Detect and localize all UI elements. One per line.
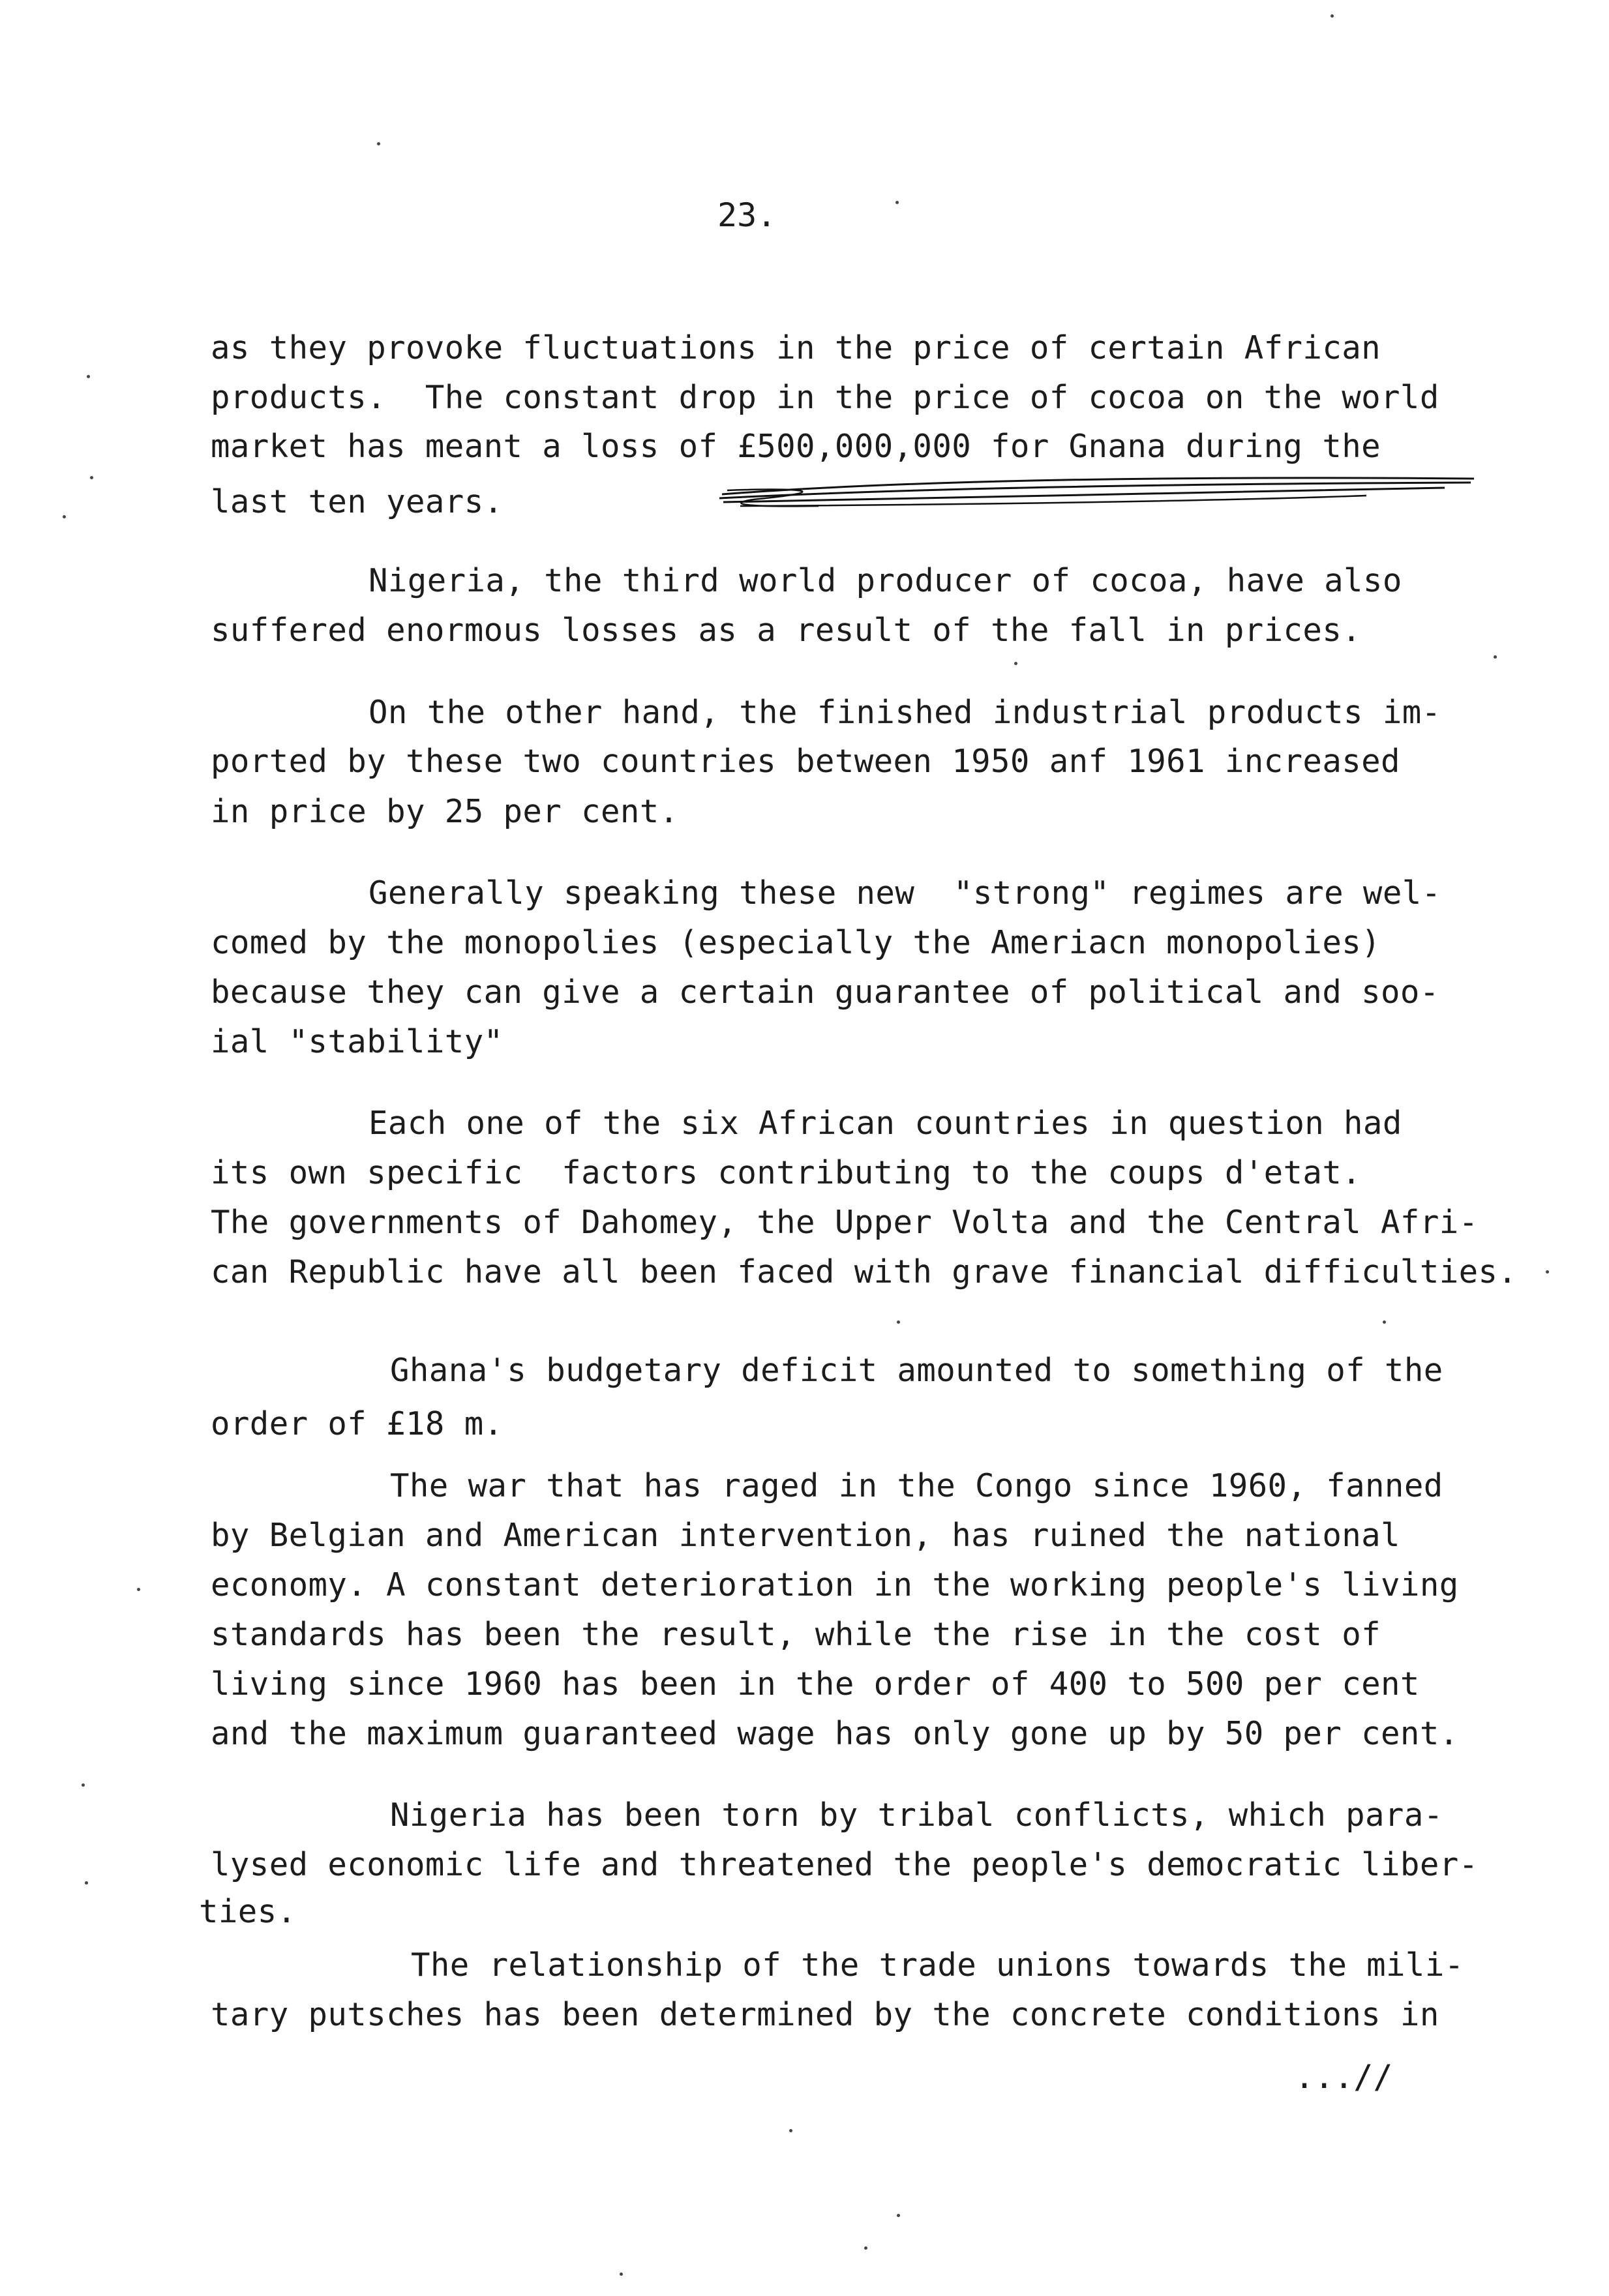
- text-line: order of £18 m.: [211, 1405, 504, 1442]
- text-line: Ghana's budgetary deficit amounted to something of the: [390, 1352, 1443, 1389]
- scan-speck: [895, 201, 899, 204]
- scan-speck: [82, 1783, 85, 1787]
- scan-speck: [897, 1320, 900, 1324]
- text-line: The war that has raged in the Congo since 1960, fanned: [390, 1467, 1443, 1504]
- scan-speck: [1546, 1270, 1549, 1274]
- text-line: by Belgian and American intervention, has ruined the national: [211, 1517, 1400, 1554]
- text-line: Nigeria has been torn by tribal conflicts, which para-: [390, 1797, 1443, 1834]
- scan-speck: [85, 1881, 88, 1885]
- scan-speck: [377, 142, 380, 145]
- scan-speck: [1494, 655, 1497, 659]
- scan-speck: [1014, 662, 1017, 665]
- scan-speck: [864, 2246, 867, 2250]
- text-line: market has meant a loss of £500,000,000 for Gnana during the: [211, 428, 1381, 465]
- text-line: Generally speaking these new "strong" regimes are wel-: [368, 874, 1441, 912]
- scan-speck: [620, 2273, 623, 2276]
- scan-speck: [1331, 14, 1334, 18]
- scan-speck: [897, 2214, 900, 2217]
- page-number: 23.: [717, 196, 777, 234]
- text-line: can Republic have all been faced with grave financial difficulties.: [211, 1253, 1518, 1290]
- scan-speck: [1383, 1320, 1386, 1324]
- text-line: last ten years.: [211, 483, 504, 520]
- text-line: lysed economic life and threatened the people's democratic liber-: [211, 1846, 1479, 1883]
- scan-speck: [63, 515, 66, 518]
- pen-strikethrough-mark: [714, 468, 1481, 514]
- text-line: ties.: [199, 1893, 297, 1930]
- text-line: Each one of the six African countries in question had: [368, 1105, 1402, 1142]
- text-line: and the maximum guaranteed wage has only gone up by 50 per cent.: [211, 1715, 1459, 1752]
- scan-speck: [789, 2129, 792, 2132]
- text-line: ported by these two countries between 1950 anf 1961 increased: [211, 743, 1400, 780]
- text-line: products. The constant drop in the price of cocoa on the world: [211, 379, 1439, 416]
- text-line: standards has been the result, while the rise in the cost of: [211, 1616, 1381, 1653]
- text-line: ial "stability": [211, 1023, 504, 1060]
- text-line: On the other hand, the finished industrial products im-: [368, 694, 1441, 731]
- text-line: suffered enormous losses as a result of the fall in prices.: [211, 612, 1362, 649]
- text-line: comed by the monopolies (especially the Ameriacn monopolies): [211, 924, 1381, 961]
- scan-speck: [90, 476, 93, 479]
- text-line: The relationship of the trade unions towards the mili-: [411, 1946, 1464, 1984]
- text-line: The governments of Dahomey, the Upper Volta and the Central Afri-: [211, 1204, 1479, 1241]
- text-line: living since 1960 has been in the order of 400 to 500 per cent: [211, 1665, 1420, 1703]
- continuation-mark: ...//: [1295, 2058, 1393, 2096]
- text-line: economy. A constant deterioration in the working people's living: [211, 1566, 1459, 1603]
- scan-speck: [137, 1588, 140, 1591]
- text-line: tary putsches has been determined by the concrete conditions in: [211, 1996, 1439, 2033]
- text-line: Nigeria, the third world producer of cocoa, have also: [368, 562, 1402, 599]
- text-line: in price by 25 per cent.: [211, 793, 679, 830]
- text-line: because they can give a certain guarantee of political and soo-: [211, 974, 1439, 1011]
- text-line: its own specific factors contributing to the coups d'etat.: [211, 1154, 1362, 1191]
- text-line: as they provoke fluctuations in the price of certain African: [211, 329, 1381, 366]
- scan-speck: [87, 375, 90, 378]
